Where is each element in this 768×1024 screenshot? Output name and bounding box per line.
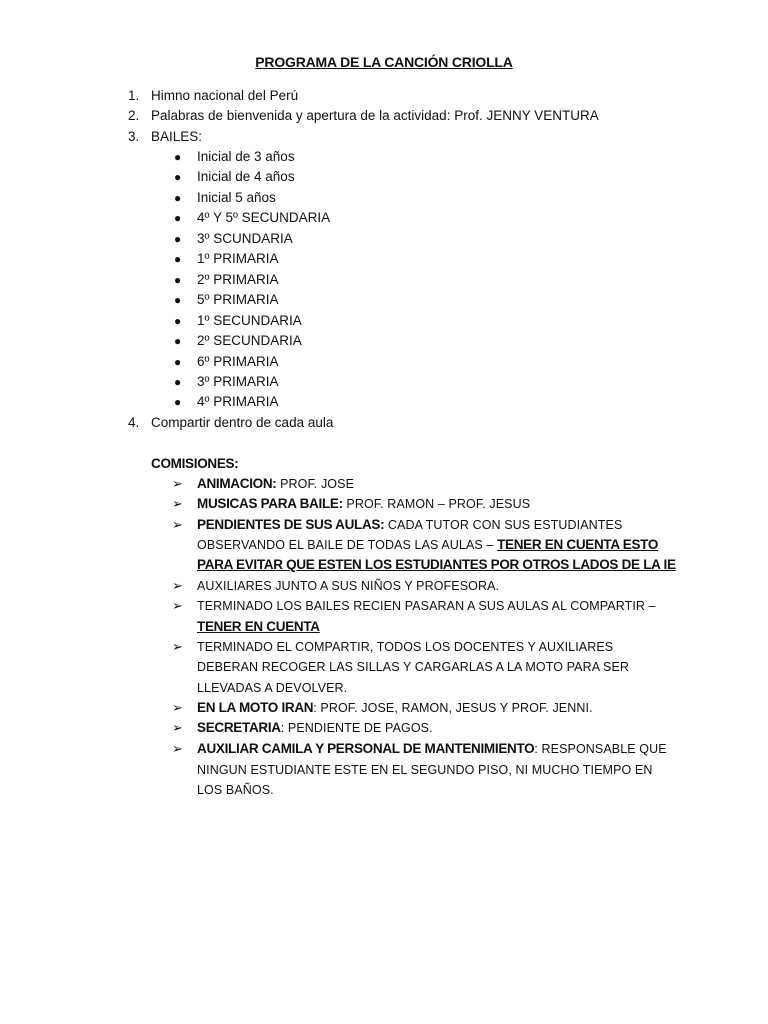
baile-label: Inicial 5 años	[197, 190, 276, 205]
bullet-icon: ●	[174, 395, 182, 409]
comision-label: MUSICAS PARA BAILE:	[197, 496, 343, 511]
arrow-bullet-icon: ➢	[172, 598, 183, 613]
item-text: Compartir dentro de cada aula	[151, 415, 334, 430]
bullet-icon: ●	[174, 211, 182, 225]
baile-label: 4º Y 5º SECUNDARIA	[197, 210, 331, 225]
arrow-bullet-icon: ➢	[172, 496, 183, 511]
bullet-icon: ●	[174, 252, 182, 266]
document-title: PROGRAMA DE LA CANCIÓN CRIOLLA	[255, 54, 513, 70]
item-text: Palabras de bienvenida y apertura de la actividad: Prof. JENNY VENTURA	[151, 108, 599, 123]
arrow-bullet-icon: ➢	[172, 720, 183, 735]
item-number: 3.	[128, 129, 140, 144]
bullet-icon: ●	[174, 334, 182, 348]
comision-text: : PENDIENTE DE PAGOS.	[280, 721, 433, 735]
baile-label: 3º PRIMARIA	[197, 374, 279, 389]
arrow-bullet-icon: ➢	[172, 741, 183, 756]
comision-text: DEBERAN RECOGER LAS SILLAS Y CARGARLAS A LA MOTO PARA SER	[197, 660, 630, 674]
bullet-icon: ●	[174, 355, 182, 369]
comision-text: PROF. RAMON – PROF. JESUS	[342, 497, 531, 511]
comision-text: LOS BAÑOS.	[197, 783, 274, 797]
arrow-bullet-icon: ➢	[172, 476, 183, 491]
comision-text: CADA TUTOR CON SUS ESTUDIANTES	[384, 518, 623, 532]
comision-text: : RESPONSABLE QUE	[534, 742, 667, 756]
bullet-icon: ●	[174, 375, 182, 389]
arrow-bullet-icon: ➢	[172, 578, 183, 593]
arrow-bullet-icon: ➢	[172, 639, 183, 654]
comision-text: OBSERVANDO EL BAILE DE TODAS LAS AULAS –	[197, 538, 498, 552]
comision-label: AUXILIAR CAMILA Y PERSONAL DE MANTENIMIENTO	[197, 741, 535, 756]
comision-emphasis: TENER EN CUENTA ESTO	[497, 537, 659, 552]
baile-label: 6º PRIMARIA	[197, 354, 279, 369]
comision-emphasis: PARA EVITAR QUE ESTEN LOS ESTUDIANTES POR OTROS LADOS DE LA IE	[197, 557, 676, 572]
baile-label: 5º PRIMARIA	[197, 292, 279, 307]
baile-label: Inicial de 4 años	[197, 169, 295, 184]
arrow-bullet-icon: ➢	[172, 700, 183, 715]
comision-text: : PROF. JOSE, RAMON, JESUS Y PROF. JENNI.	[313, 701, 593, 715]
item-number: 4.	[128, 415, 140, 430]
baile-label: 3º SCUNDARIA	[197, 231, 293, 246]
bullet-icon: ●	[174, 150, 182, 164]
comision-emphasis: TENER EN CUENTA	[197, 619, 320, 634]
arrow-bullet-icon: ➢	[172, 517, 183, 532]
comision-label: SECRETARIA	[197, 720, 281, 735]
comision-text: PROF. JOSE	[276, 477, 355, 491]
baile-label: 1º PRIMARIA	[197, 251, 279, 266]
baile-label: 1º SECUNDARIA	[197, 313, 302, 328]
comision-text: NINGUN ESTUDIANTE ESTE EN EL SEGUNDO PISO, NI MUCHO TIEMPO EN	[197, 763, 653, 777]
comision-text: LLEVADAS A DEVOLVER.	[197, 681, 348, 695]
comisiones-heading: COMISIONES:	[151, 456, 239, 471]
baile-label: Inicial de 3 años	[197, 149, 295, 164]
baile-label: 2º PRIMARIA	[197, 272, 279, 287]
bullet-icon: ●	[174, 191, 182, 205]
baile-label: 2º SECUNDARIA	[197, 333, 302, 348]
comision-label: ANIMACION:	[197, 476, 277, 491]
comision-label: PENDIENTES DE SUS AULAS:	[197, 517, 385, 532]
item-text: Himno nacional del Perú	[151, 88, 299, 103]
bullet-icon: ●	[174, 273, 182, 287]
item-text: BAILES:	[151, 129, 203, 144]
bullet-icon: ●	[174, 314, 182, 328]
comision-text: TERMINADO EL COMPARTIR, TODOS LOS DOCENTES Y AUXILIARES	[197, 640, 614, 654]
bullet-icon: ●	[174, 170, 182, 184]
comision-label: EN LA MOTO IRAN	[197, 700, 314, 715]
comision-continuation	[197, 535, 658, 555]
bullet-icon: ●	[174, 293, 182, 307]
comision-text: AUXILIARES JUNTO A SUS NIÑOS Y PROFESORA.	[197, 579, 500, 593]
bullet-icon: ●	[174, 232, 182, 246]
item-number: 1.	[128, 88, 140, 103]
comision-text: TERMINADO LOS BAILES RECIEN PASARAN A SUS AULAS AL COMPARTIR –	[197, 599, 656, 613]
baile-label: 4º PRIMARIA	[197, 394, 279, 409]
item-number: 2.	[128, 108, 140, 123]
